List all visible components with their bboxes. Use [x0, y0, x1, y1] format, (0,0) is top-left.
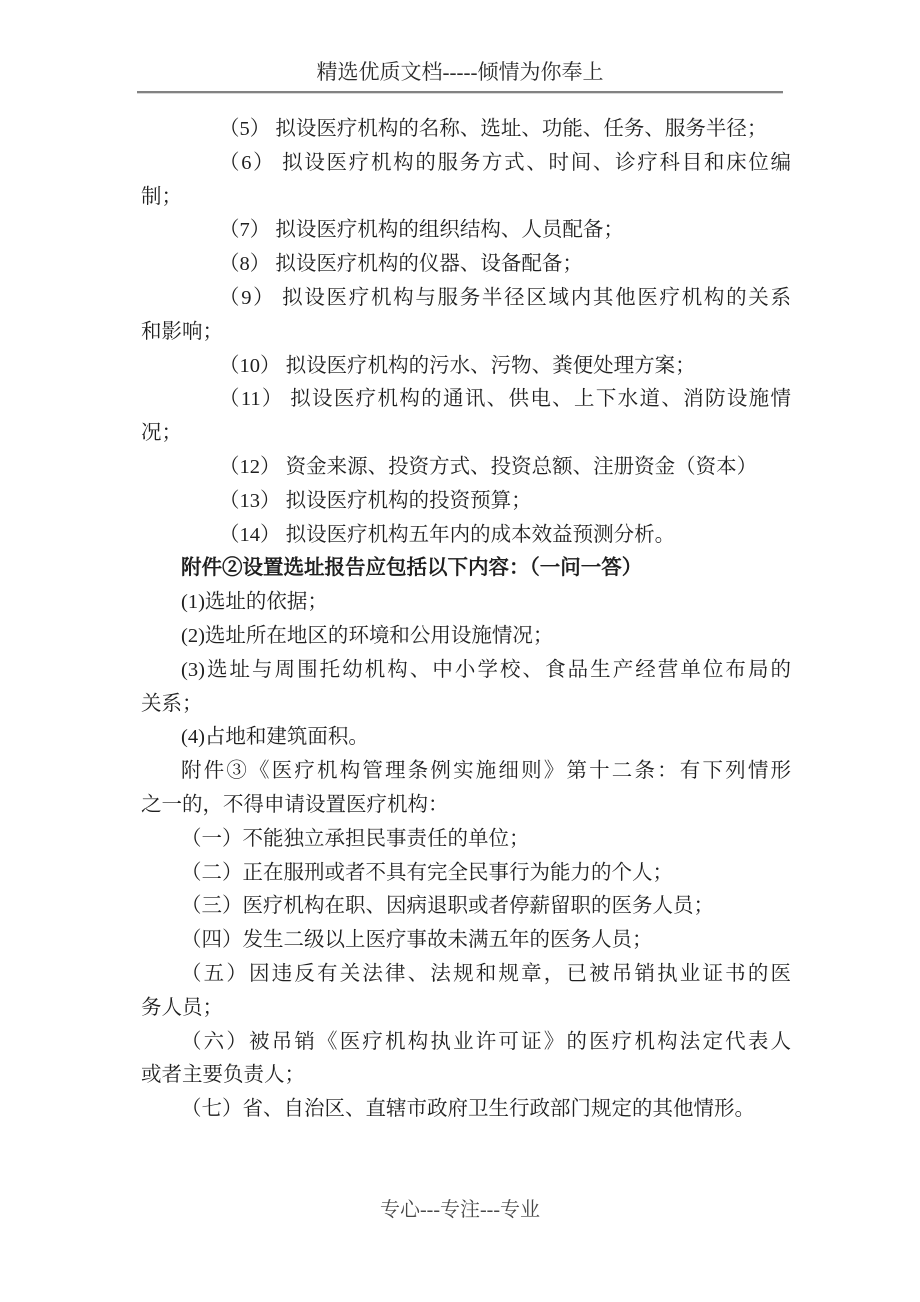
- text-line: 附件③《医疗机构管理条例实施细则》第十二条：有下列情形: [181, 760, 791, 783]
- text-line: （14） 拟设医疗机构五年内的成本效益预测分析。: [219, 523, 676, 546]
- text-line: 务人员；: [141, 996, 223, 1019]
- text-line: （6） 拟设医疗机构的服务方式、时间、诊疗科目和床位编: [219, 151, 791, 174]
- header-divider: [137, 91, 783, 93]
- text-line: 或者主要负责人；: [141, 1064, 305, 1087]
- text-line: （5） 拟设医疗机构的名称、选址、功能、任务、服务半径；: [219, 118, 768, 140]
- page-header-title: 精选优质文档-----倾情为你奉上: [316, 60, 604, 84]
- text-line: 附件②设置选址报告应包括以下内容：（一问一答）: [181, 557, 643, 580]
- text-line: 况；: [141, 422, 182, 445]
- text-line: （7） 拟设医疗机构的组织结构、人员配备；: [219, 219, 624, 242]
- page-footer-text: 专心---专注---专业: [380, 1199, 540, 1221]
- text-line: （9） 拟设医疗机构与服务半径区域内其他医疗机构的关系: [219, 286, 791, 309]
- text-line: （三）医疗机构在职、因病退职或者停薪留职的医务人员；: [181, 895, 714, 918]
- text-line: 关系；: [141, 692, 203, 715]
- text-line: (1)选址的依据；: [181, 591, 328, 614]
- text-line: (4)占地和建筑面积。: [181, 726, 369, 749]
- text-line: （七）省、自治区、直辖市政府卫生行政部门规定的其他情形。: [181, 1098, 755, 1121]
- text-line: （一）不能独立承担民事责任的单位；: [181, 827, 530, 850]
- text-line: （10） 拟设医疗机构的污水、污物、粪便处理方案；: [219, 354, 696, 377]
- text-line: (3)选址与周围托幼机构、中小学校、食品生产经营单位布局的: [181, 658, 791, 681]
- text-line: 和影响；: [141, 320, 223, 343]
- text-line: （六）被吊销《医疗机构执业许可证》的医疗机构法定代表人: [181, 1030, 791, 1053]
- text-line: （五）因违反有关法律、法规和规章，已被吊销执业证书的医: [181, 962, 791, 985]
- text-line: 之一的，不得申请设置医疗机构：: [141, 793, 449, 816]
- text-line: （12） 资金来源、投资方式、投资总额、注册资金（资本）: [219, 455, 758, 478]
- text-line: 制；: [141, 185, 182, 208]
- text-line: （11） 拟设医疗机构的通讯、供电、上下水道、消防设施情: [219, 388, 791, 411]
- text-line: （8） 拟设医疗机构的仪器、设备配备；: [219, 253, 583, 276]
- text-line: （四）发生二级以上医疗事故未满五年的医务人员；: [181, 929, 653, 952]
- text-line: （13） 拟设医疗机构的投资预算；: [219, 489, 532, 512]
- text-line: （二）正在服刑或者不具有完全民事行为能力的个人；: [181, 861, 673, 884]
- document-body: [141, 113, 791, 1127]
- text-line: (2)选址所在地区的环境和公用设施情况；: [181, 624, 554, 647]
